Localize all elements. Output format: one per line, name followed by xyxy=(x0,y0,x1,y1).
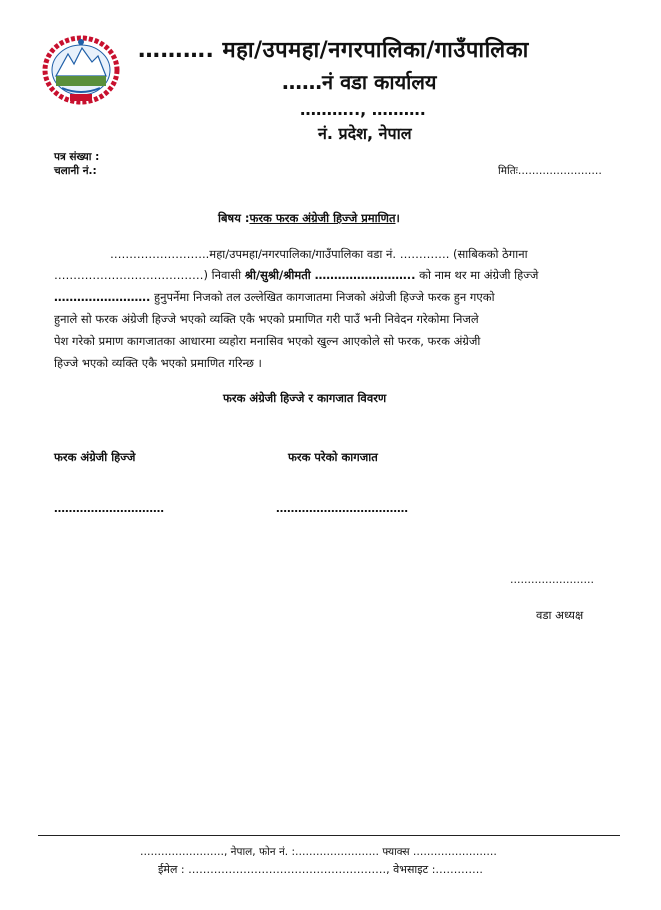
subject-prefix: बिषय : xyxy=(218,211,250,225)
subject-text: फरक फरक अंग्रेजी हिज्जे प्रमाणित xyxy=(249,211,396,225)
dispatch-number-label: चलानी नं.: xyxy=(54,165,97,177)
spelling-blank: ……………………. xyxy=(54,290,151,304)
paragraph-line-4: हुनाले सो फरक अंग्रेजी हिज्जे भएको व्यक्ति एकै भएको प्रमाणित गरी पाउँ भनी निवेदन गरेकोमा निजले xyxy=(54,312,479,326)
document-entry-blank: ……………………………… xyxy=(276,502,408,515)
paragraph-line-1: ……………………..महा/उपमहा/नगरपालिका/गाउँपालिका वडा नं. …………. (साबिकको ठेगाना xyxy=(110,247,528,261)
column-different-spelling: फरक अंग्रेजी हिज्जे xyxy=(54,450,136,464)
details-title: फरक अंग्रेजी हिज्जे र कागजात विवरण xyxy=(223,391,387,405)
address-heading: ……….., ………. xyxy=(300,100,426,119)
municipality-heading: ………. महा/उपमहा/नगरपालिका/गाउँपालिका xyxy=(138,38,529,63)
subject-end: । xyxy=(395,211,400,225)
honorific-blank: श्री/सुश्री/श्रीमती …………………….. xyxy=(244,268,416,282)
paragraph-line-5: पेश गरेको प्रमाण कागजातका आधारमा व्यहोरा मनासिव भएको खुल्न आएकोले सो फरक, फरक अंग्रेजी xyxy=(54,334,481,348)
subject-line xyxy=(218,211,400,226)
footer-divider xyxy=(38,835,620,836)
name-spelling-text: को नाम थर मा अंग्रेजी हिज्जे xyxy=(415,268,539,282)
resident-text: निवासी xyxy=(208,268,245,282)
footer-contact-line: ……………………, नेपाल, फोन नं. :…………………… फ्याक्स …………………… xyxy=(140,846,497,858)
nepal-emblem-logo xyxy=(40,32,122,106)
province-heading: नं. प्रदेश, नेपाल xyxy=(318,124,412,143)
footer-email-website-line: ईमेल : ………………………………………………, वेभसाइट :…………. xyxy=(158,863,483,876)
letter-number-label: पत्र संख्या : xyxy=(54,151,100,163)
signature-blank: …………………… xyxy=(510,574,594,586)
paragraph-line-2 xyxy=(54,265,610,285)
paragraph-line-6: हिज्जे भएको व्यक्ति एकै भएको प्रमाणित गरिन्छ । xyxy=(54,356,262,370)
spelling-entry-blank: ………………………… xyxy=(54,502,164,515)
ward-office-heading: ……नं वडा कार्यालय xyxy=(282,70,437,94)
paragraph-text-3: हुनुपर्नेमा निजको तल उल्लेखित कागजातमा निजको अंग्रेजी हिज्जे फरक हुन गएको xyxy=(150,290,495,304)
paragraph-line-3 xyxy=(54,287,610,307)
date-field: मितिः…………………… xyxy=(498,165,602,177)
ward-chairperson-label: वडा अध्यक्ष xyxy=(536,608,584,622)
column-different-document: फरक परेको कागजात xyxy=(288,450,378,464)
former-address-blank: …………………………………) xyxy=(54,268,208,282)
